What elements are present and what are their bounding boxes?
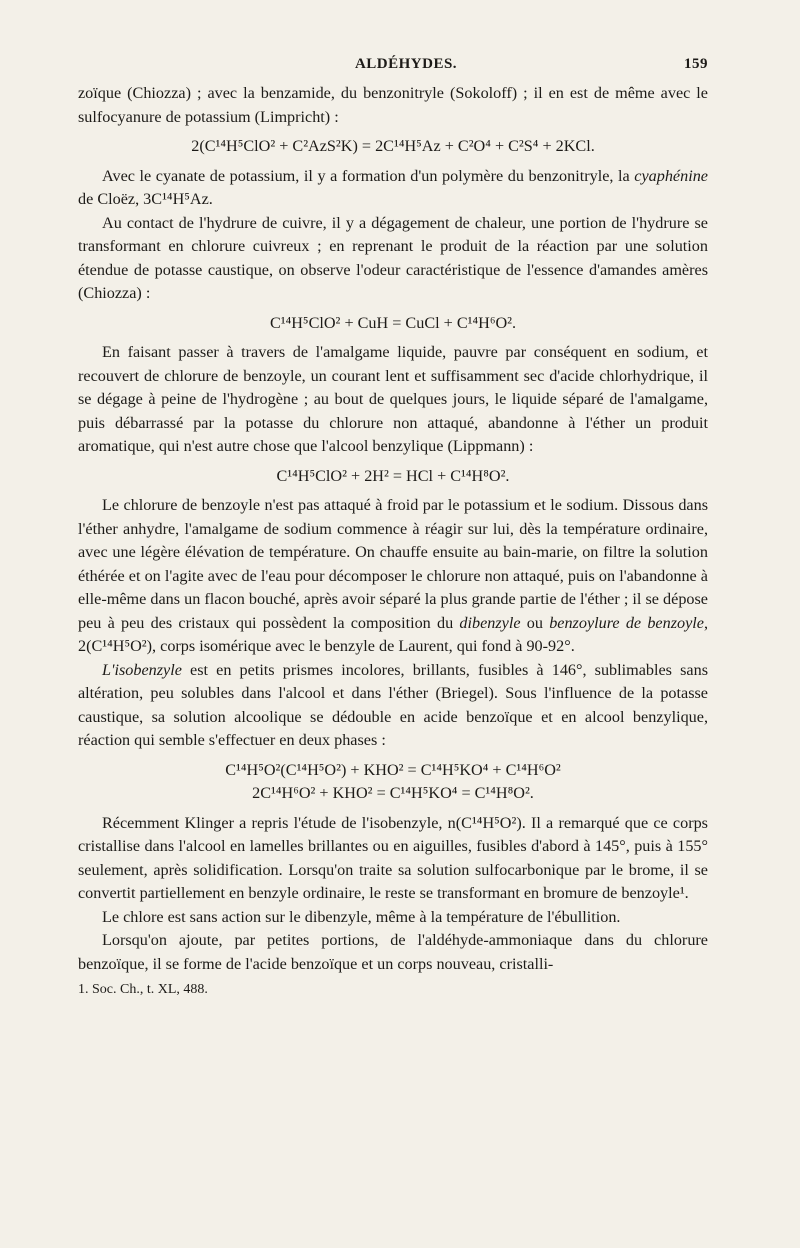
running-header xyxy=(78,56,708,82)
paragraph-5-text-a: Le chlorure de benzoyle n'est pas attaqué à froid par le potassium et le sodium. Dissous dans l'éther anhydre, l'amalgame de sodium commence à réagir sur lui, dès la température ordinaire, avec une légère élévation de température. On chauffe ensuite au bain-marie, on filtre la solution éthérée et on l'agite avec de l'eau pour décomposer le chlorure non attaqué, puis on l'abandonne à elle-même dans un flacon bouché, après avoir séparé la plus grande partie de l'éther ; il se dépose peu à peu des cristaux qui possèdent la composition du xyxy=(78,496,708,632)
formula-1: 2(C¹⁴H⁵ClO² + C²AzS²K) = 2C¹⁴H⁵Az + C²O⁴ + C²S⁴ + 2KCl. xyxy=(191,137,595,155)
paragraph-4: En faisant passer à travers de l'amalgame liquide, pauvre par conséquent en sodium, et recouvert de chlorure de benzoyle, un courant lent et suffisamment sec d'acide chlorhydrique, il se dégage à peine de l'hydrogène ; au bout de quelques jours, le liquide séparé de l'amalgame, puis débarrassé par la potasse du chlorure non attaqué, abandonne à l'éther un produit aromatique, qui n'est autre chose que l'alcool benzylique (Lippmann) : xyxy=(78,343,708,455)
term-dibenzyle: dibenzyle xyxy=(459,613,521,632)
paragraph-6-text: est en petits prismes incolores, brillants, fusibles à 146°, sublimables sans altération, peu solubles dans l'alcool et dans l'éther (Briegel). Sous l'influence de la potasse caustique, sa solution alcoolique se dédouble en acide benzoïque et en alcool benzylique, réaction qui semble s'effectuer en deux phases : xyxy=(78,660,708,749)
running-title: ALDÉHYDES. xyxy=(354,56,458,72)
formula-2: C¹⁴H⁵ClO² + CuH = CuCl + C¹⁴H⁶O². xyxy=(269,313,517,332)
formula-4: C¹⁴H⁵O²(C¹⁴H⁵O²) + KHO² = C¹⁴H⁵KO⁴ + C¹⁴H⁶O² xyxy=(225,760,561,779)
paragraph-8: Le chlore est sans action sur le dibenzyle, même à la température de l'ébullition. xyxy=(102,907,621,926)
paragraph-9: Lorsqu'on ajoute, par petites portions, de l'aldéhyde-ammoniaque dans du chlorure benzoïque, il se forme de l'acide benzoïque et un corps nouveau, cristalli- xyxy=(78,931,708,973)
paragraph-6 xyxy=(78,659,708,753)
term-isobenzyle: L'isobenzyle xyxy=(102,660,182,679)
term-benzoylure: benzoylure de benzoyle xyxy=(549,613,704,632)
paragraph-2 xyxy=(78,165,708,212)
formula-5: 2C¹⁴H⁶O² + KHO² = C¹⁴H⁵KO⁴ = C¹⁴H⁸O². xyxy=(252,784,534,802)
paragraph-5 xyxy=(78,494,708,659)
footnote: 1. Soc. Ch., t. XL, 488. xyxy=(78,982,208,997)
formula-3: C¹⁴H⁵ClO² + 2H² = HCl + C¹⁴H⁸O². xyxy=(276,466,510,485)
paragraph-5-text-b: ou xyxy=(520,613,550,632)
paragraph-5-text-c: , 2(C¹⁴H⁵O²), corps isomérique avec le benzyle de Laurent, qui fond à 90-92°. xyxy=(78,613,709,655)
paragraph-1: zoïque (Chiozza) ; avec la benzamide, du benzonitryle (Sokoloff) ; il en est de même avec le sulfocyanure de potassium (Limpricht) : xyxy=(78,84,708,126)
paragraph-7: Récemment Klinger a repris l'étude de l'isobenzyle, n(C¹⁴H⁵O²). Il a remarqué que ce corps cristallise dans l'alcool en lamelles brillantes ou en aiguilles, fusibles d'abord à 145°, puis à 155° seulement, après solidification. Lorsqu'on traite sa solution sulfocarbonique par le brome, il se convertit partiellement en benzyle ordinaire, le reste se transformant en bromure de benzoyle¹. xyxy=(78,813,708,902)
term-cyaphenine: cyaphénine xyxy=(634,166,708,185)
paragraph-2-text-a: Avec le cyanate de potassium, il y a formation d'un polymère du benzonitryle, la xyxy=(102,166,635,185)
page-number: 159 xyxy=(684,56,708,72)
paragraph-2-text-b: de Cloëz, 3C¹⁴H⁵Az. xyxy=(78,190,213,208)
paragraph-3: Au contact de l'hydrure de cuivre, il y a dégagement de chaleur, une portion de l'hydrure se transformant en chlorure cuivreux ; en reprenant le produit de la réaction par une solution étendue de potasse caustique, on observe l'odeur caractéristique de l'essence d'amandes amères (Chiozza) : xyxy=(78,213,708,302)
